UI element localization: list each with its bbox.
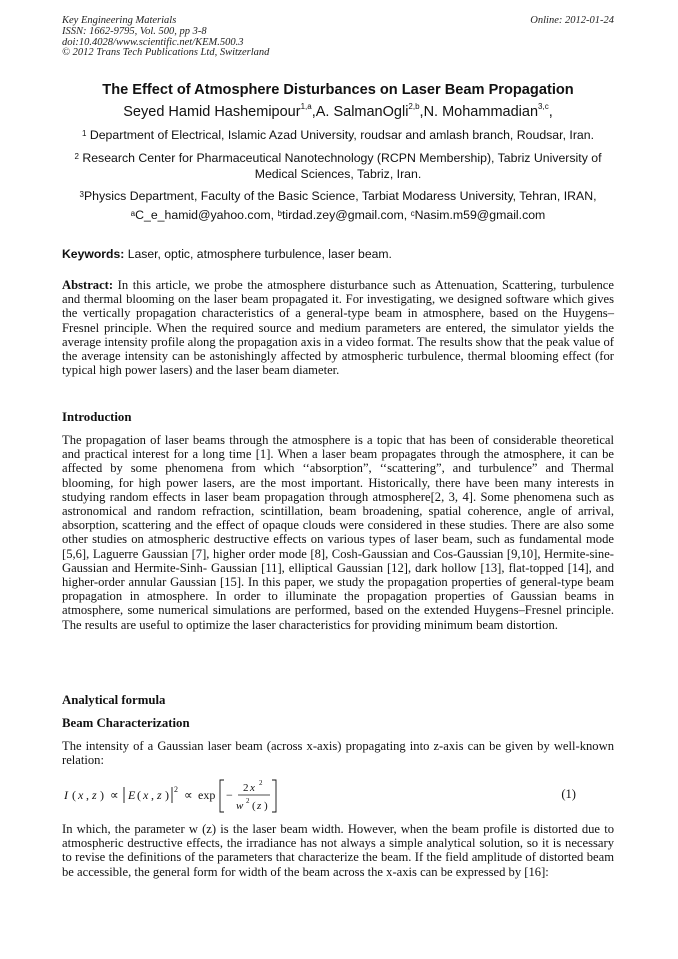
email-line [62, 208, 614, 224]
author-3: ,N. Mohammadian [419, 104, 539, 120]
svg-text:z: z [257, 800, 262, 812]
paper-title: The Effect of Atmosphere Disturbances on Laser Beam Propagation [102, 82, 574, 98]
introduction-paragraph: The propagation of laser beams through the atmosphere is a topic that has been of considerable theoretical and practical interest for a long time [1]. When a laser beam propagates through the atmosphere, it can be affected by some phenomena from which ‘‘absorption”, ‘‘scattering”, and turbulence” and Thermal blooming, for high power lasers, are the most important. Historically, there have been many interests in studying random effects in laser beam propagation through atmosphere[2, 3, 4]. Some phenomena such as astronomical and random refraction, scintillation, beam broadening, spatial coherence, angle of arrival, absorption, scattering and the effect of opaque clouds were considered in these studies. There are also some other studies on atmospheric destructive effects on various types of laser beam, such as fundamental mode [5,6], Laguerre Gaussian [7], higher order mode [8], Cosh-Gaussian and Cos-Gaussian [9,10], Hermite-sine-Gaussian and Hermite-Sinh- Gaussian [11], elliptical Gaussian [12], dark hollow [13], flat-topped [14], and higher-order annular Gaussian [15]. In this paper, we study the propagation properties of general-type beam propagation in atmosphere. In order to illuminate the propagation properties of Gaussian beams in atmosphere, some numerical simulations are performed, based on the extended Huygens–Fresnel principle. The results are useful to optimize the laser characteristics for providing minimum beam distortion. [62, 433, 614, 632]
author-tail: , [548, 104, 553, 120]
email-a-marker: a [130, 209, 136, 218]
journal-name: Key Engineering Materials [62, 15, 177, 26]
email-b: tirdad.zey@gmail.com, [281, 208, 411, 222]
svg-text:−: − [226, 788, 233, 802]
doi-line: doi:10.4028/www.scientific.net/KEM.500.3 [62, 36, 244, 48]
author-line [62, 104, 614, 120]
svg-text:z: z [92, 788, 97, 802]
svg-text:2: 2 [174, 785, 178, 794]
svg-text:(: ( [252, 800, 256, 812]
email-b-marker: b [277, 209, 282, 218]
journal-header [62, 16, 614, 59]
affiliation-2 [62, 151, 614, 182]
author-2: ,A. SalmanOgli [311, 104, 409, 120]
affiliation-3-text: Physics Department, Faculty of the Basic Science, Tarbiat Modaress University, Tehran, IRAN, [83, 189, 597, 203]
keywords-label: Keywords: [62, 247, 125, 261]
author-1: Seyed Hamid Hashemipour [123, 104, 301, 120]
equation-1-number: (1) [561, 787, 576, 801]
svg-text:): ) [100, 788, 104, 802]
affiliation-3-marker: 3 [79, 190, 84, 199]
svg-text:,: , [86, 788, 89, 802]
svg-text:): ) [264, 800, 268, 812]
author-3-marker: 3,c [538, 102, 549, 111]
copyright-line: © 2012 Trans Tech Publications Ltd, Switzerland [62, 47, 270, 59]
keywords-line [62, 247, 614, 261]
beam-width-paragraph: In which, the parameter w (z) is the laser beam width. However, when the beam profile is distorted due to atmospheric destructive effects, the irradiance has not always a simple analytical solution, so it is necessary to revise the definitions of the parameters that characterize the beam. If the field amplitude of distorted beam be accessible, the general form for width of the beam across the x-axis can be expressed by [16]: [62, 822, 614, 879]
svg-text:2: 2 [259, 779, 263, 787]
svg-text:w: w [236, 800, 244, 812]
email-c-marker: c [410, 209, 415, 218]
svg-text:E: E [128, 788, 136, 802]
svg-text:,: , [151, 788, 154, 802]
svg-text:(: ( [72, 788, 76, 802]
equation-1-formula [62, 774, 302, 816]
svg-text:I: I [64, 788, 68, 802]
svg-text:z: z [157, 788, 162, 802]
svg-text:exp: exp [198, 788, 216, 802]
svg-text:2: 2 [246, 797, 250, 805]
svg-text:x: x [250, 782, 255, 794]
svg-text:∝: ∝ [110, 788, 119, 802]
affiliation-2-text: Research Center for Pharmaceutical Nanotechnology (RCPN Membership), Tabriz University of Medical Sciences, Tabriz, Iran. [78, 151, 602, 181]
equation-1 [62, 774, 614, 816]
svg-text:x: x [143, 788, 149, 802]
abstract-paragraph [62, 278, 614, 377]
email-a: C_e_hamid@yahoo.com, [135, 208, 278, 222]
affiliation-1-text: Department of Electrical, Islamic Azad University, roudsar and amlash branch, Roudsar, Iran. [86, 128, 595, 142]
svg-text:x: x [78, 788, 84, 802]
affiliation-1-marker: 1 [81, 129, 87, 138]
affiliation-2-marker: 2 [74, 152, 79, 161]
svg-text:∝: ∝ [184, 788, 193, 802]
email-c: Nasim.m59@gmail.com [414, 208, 546, 222]
analytical-heading: Analytical formula [62, 693, 166, 707]
author-1-marker: 1,a [300, 102, 312, 111]
online-date: Online: 2012-01-24 [530, 15, 614, 26]
intensity-intro-paragraph: The intensity of a Gaussian laser beam (across x-axis) propagating into z-axis can be given by well-known relation: [62, 739, 614, 768]
affiliation-1 [62, 128, 614, 144]
author-2-marker: 2,b [408, 102, 420, 111]
svg-text:(: ( [137, 788, 141, 802]
svg-text:2: 2 [243, 782, 249, 794]
keywords-text: Laser, optic, atmosphere turbulence, laser beam. [124, 247, 392, 261]
beam-characterization-heading: Beam Characterization [62, 716, 190, 730]
abstract-text: In this article, we probe the atmosphere disturbance such as Attenuation, Scattering, turbulence and thermal blooming on the laser beam propagated it. For investigating, we designed software which gives the vertically propagation characteristics of a general-type beam in atmosphere, based on the Huygens–Fresnel principle. When the required source and medium parameters are entered, the simulator yields the average intensity profile along the propagation axis in a video format. The results show that the peak value of the average intensity can be astonishingly affected by atmospheric turbulence, thermal blooming effect (for typical high power lasers) and the laser beam diameter. [62, 278, 614, 378]
introduction-heading: Introduction [62, 410, 132, 424]
issn-line: ISSN: 1662-9795, Vol. 500, pp 3-8 [62, 25, 207, 37]
abstract-label: Abstract: [62, 278, 114, 292]
affiliation-3 [62, 189, 614, 205]
svg-text:): ) [165, 788, 169, 802]
